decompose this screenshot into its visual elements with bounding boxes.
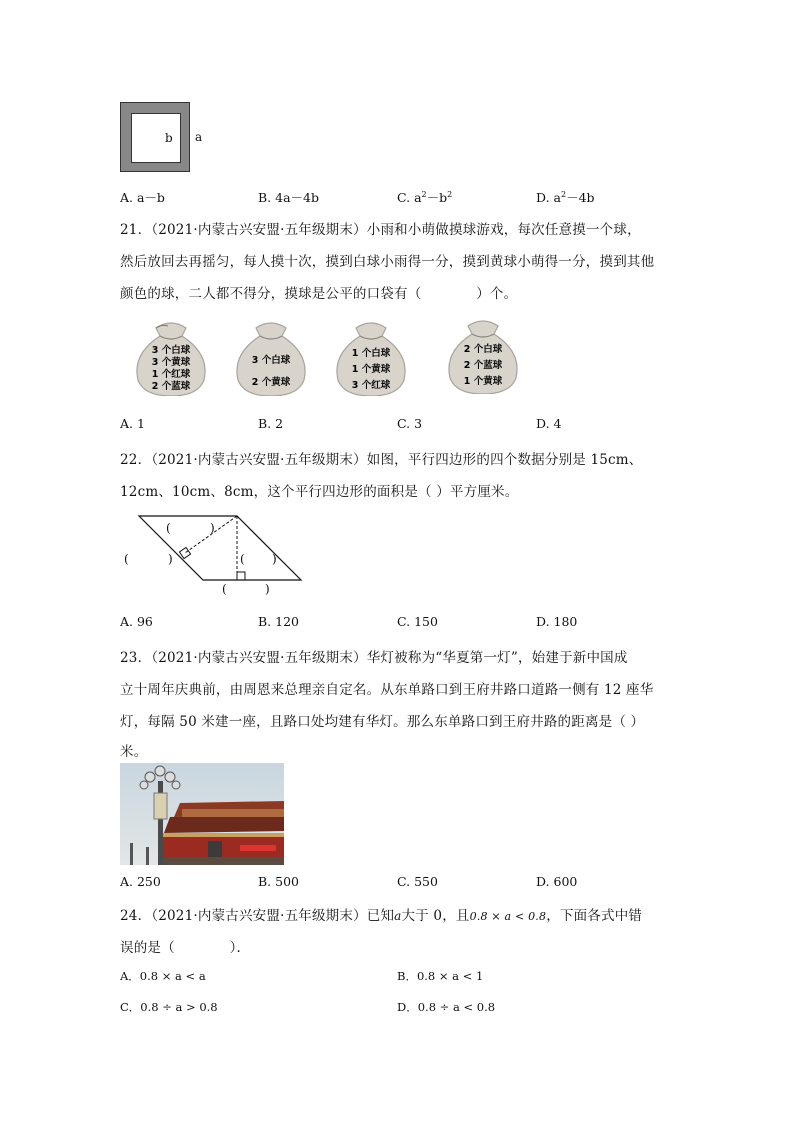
q23-option-a: A. 250 [120, 874, 161, 889]
q20-option-d: D. $a^2-4b$ [536, 189, 595, 205]
q22-line-2: 12cm、10cm、8cm，这个平行四边形的面积是（ ）平方厘米。 [120, 484, 519, 500]
bag-1 [126, 314, 216, 396]
label-a: a [195, 130, 203, 144]
expr-1: 0.8 × a < 0.8 [469, 910, 547, 923]
paren-right-close: ) [272, 552, 277, 566]
q21-option-c: C. 3 [397, 416, 423, 431]
bag-1-line-1: 3 个白球 [151, 345, 191, 356]
bag-3 [326, 314, 416, 396]
q23-option-b: B. 500 [258, 874, 299, 889]
bag-1-line-3: 1 个红球 [151, 369, 191, 380]
q21-option-b: B. 2 [258, 416, 284, 431]
bag-2 [226, 314, 316, 396]
q24-option-a: A．0.8 × a < a [120, 969, 206, 983]
q22-option-a: A. 96 [120, 614, 153, 629]
q23-line-2: 立十周年庆典前，由周恩来总理亲自定名。从东单路口到王府井路口道路一侧有 12 座华 [120, 682, 654, 698]
q20-option-c: C. $a^2-b^2$ [397, 189, 453, 205]
bag-4 [438, 312, 528, 394]
q21-option-a: A. 1 [120, 416, 145, 431]
bag-4-line-2: 2 个蓝球 [463, 360, 503, 371]
q23-option-d: D. 600 [536, 874, 578, 889]
paren-right-open: ( [240, 552, 245, 566]
bag-4-line-3: 1 个黄球 [463, 376, 503, 387]
var-a: a [394, 909, 402, 923]
q20-option-a: A. a－b [120, 190, 165, 205]
bag-1-line-2: 3 个黄球 [151, 357, 191, 368]
q22-option-b: B. 120 [258, 614, 299, 629]
paren-bottom-close: ) [265, 582, 270, 596]
tiananmen-photo [120, 763, 284, 865]
q23-line-1: 23．（2021·内蒙古兴安盟·五年级期末）华灯被称为“华夏第一灯”，始建于新中国成 [120, 650, 628, 666]
paren-top-close: ) [210, 521, 215, 535]
q23-option-c: C. 550 [397, 874, 438, 889]
q24-option-b: B．0.8 × a < 1 [397, 969, 484, 983]
bag-2-line-2: 2 个黄球 [251, 377, 291, 388]
q24-line-1: 24．（2021·内蒙古兴安盟·五年级期末）已知a大于 0，且0.8 × a < 0.8，下面各式中错 [120, 908, 643, 924]
paren-left-close: ) [168, 552, 173, 566]
q23-line-3: 灯，每隔 50 米建一座，且路口处均建有华灯。那么东单路口到王府井路的距离是（ ） [120, 714, 645, 730]
q20-option-b: B. 4a－4b [258, 190, 319, 205]
paren-top-open: ( [166, 521, 171, 535]
inner-square [131, 113, 181, 163]
q21-option-d: D. 4 [536, 416, 562, 431]
bag-3-line-3: 3 个红球 [351, 380, 391, 391]
q22-line-1: 22．（2021·内蒙古兴安盟·五年级期末）如图，平行四边形的四个数据分别是 15cm、 [120, 452, 643, 468]
q23-line-4: 米。 [120, 744, 148, 760]
q22-option-d: D. 180 [536, 614, 578, 629]
bag-3-line-1: 1 个白球 [351, 348, 391, 359]
bag-1-line-4: 2 个蓝球 [151, 381, 191, 392]
q21-line-3: 颜色的球，二人都不得分，摸球是公平的口袋有（ ）个。 [120, 286, 518, 302]
square-frame-figure [120, 102, 190, 172]
q21-line-2: 然后放回去再摇匀，每人摸十次，摸到白球小雨得一分，摸到黄球小萌得一分，摸到其他 [120, 254, 655, 270]
label-b: b [165, 131, 173, 145]
bag-4-line-1: 2 个白球 [463, 344, 503, 355]
q21-line-1: 21．（2021·内蒙古兴安盟·五年级期末）小雨和小萌做摸球游戏，每次任意摸一个球， [120, 222, 641, 238]
bag-2-line-1: 3 个白球 [251, 355, 291, 366]
q22-option-c: C. 150 [397, 614, 438, 629]
paren-bottom-open: ( [222, 582, 227, 596]
paren-left-open: ( [124, 552, 129, 566]
bag-3-line-2: 1 个黄球 [351, 364, 391, 375]
q24-option-c: C．0.8 ÷ a > 0.8 [120, 1000, 218, 1014]
q24-option-d: D．0.8 ÷ a < 0.8 [397, 1000, 496, 1014]
parallelogram-figure [115, 508, 315, 600]
q24-line-2: 误的是（ ）． [120, 940, 251, 956]
